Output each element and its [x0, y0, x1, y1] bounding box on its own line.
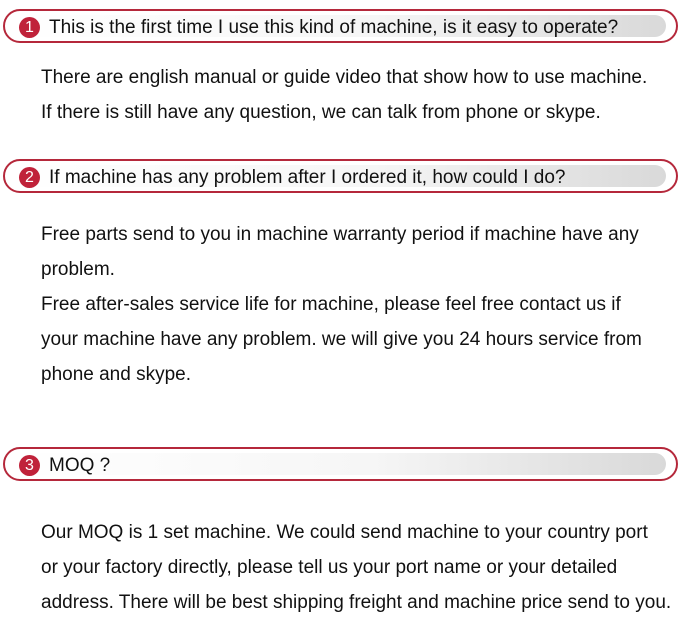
faq-answer-2 — [41, 217, 681, 392]
answer-line: There are english manual or guide video that show how to use machine. — [41, 67, 648, 88]
question-text: This is the first time I use this kind of machine, is it easy to operate? — [49, 17, 619, 38]
answer-line: Free after-sales service life for machine, please feel free contact us if — [41, 294, 621, 315]
answer-line: If there is still have any question, we can talk from phone or skype. — [41, 102, 601, 123]
question-pill-shade — [13, 453, 666, 475]
answer-line: your machine have any problem. we will give you 24 hours service from — [41, 329, 642, 350]
answer-line: address. There will be best shipping freight and machine price send to you. — [41, 592, 672, 613]
answer-line: problem. — [41, 259, 115, 280]
answer-line: phone and skype. — [41, 364, 192, 385]
faq-answer-1 — [41, 60, 681, 130]
number-badge: 2 — [19, 167, 40, 188]
answer-line: or your factory directly, please tell us your port name or your detailed — [41, 557, 618, 578]
faq-question-2 — [3, 159, 678, 193]
number-badge: 3 — [19, 455, 40, 476]
number-badge: 1 — [19, 17, 40, 38]
faq-answer-3 — [41, 515, 681, 620]
faq-question-1 — [3, 9, 678, 43]
question-text: If machine has any problem after I ordered it, how could I do? — [49, 167, 566, 188]
answer-line: Free parts send to you in machine warranty period if machine have any — [41, 224, 639, 245]
question-text: MOQ ? — [49, 455, 111, 476]
answer-line: Our MOQ is 1 set machine. We could send machine to your country port — [41, 522, 648, 543]
faq-question-3 — [3, 447, 678, 481]
